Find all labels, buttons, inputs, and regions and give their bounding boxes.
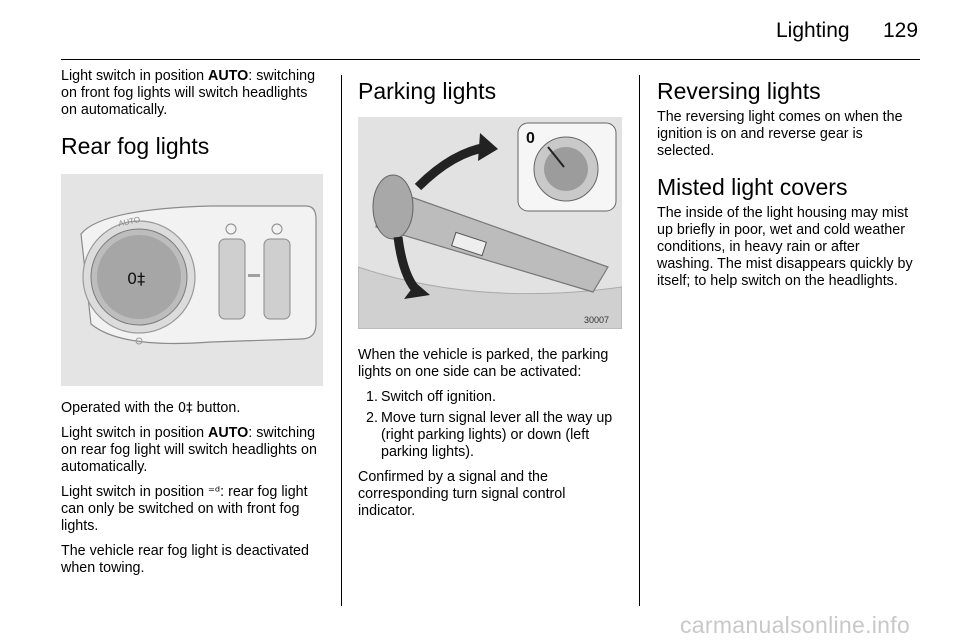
rear-fog-icon: 0‡	[177, 401, 193, 416]
watermark: carmanualsonline.info	[680, 612, 911, 638]
paragraph-operated: Operated with the 0‡ button.	[61, 400, 241, 416]
section-title: Lighting	[776, 19, 850, 42]
column-2	[358, 68, 621, 528]
inset-label: 0	[526, 130, 535, 147]
figure-code: 30007	[584, 315, 610, 325]
paragraph-reversing: The reversing light comes on when the ignition is on and reverse gear is selected.	[657, 109, 903, 159]
page-number: 129	[883, 19, 919, 42]
heading-rear-fog-lights: Rear fog lights	[61, 133, 210, 159]
column-1	[61, 68, 324, 585]
list-item: 1. Switch off ignition.	[366, 389, 496, 405]
figure-turn-signal-lever	[358, 117, 622, 329]
paragraph-misted: The inside of the light housing may mist up briefly in poor, wet and cold weather conditions, in heavy rain or after washing. The mist disappears quickly by itself; to help switch on the headlights.	[657, 205, 913, 289]
steps-list	[358, 389, 621, 461]
paragraph-towing: The vehicle rear fog light is deactivated when towing.	[61, 543, 309, 576]
page-header	[0, 0, 960, 60]
paragraph-parked: When the vehicle is parked, the parking lights on one side can be activated:	[358, 347, 609, 380]
auto-label: AUTO	[117, 214, 142, 229]
heading-reversing-lights: Reversing lights	[657, 78, 821, 104]
heading-misted-light-covers: Misted light covers	[657, 174, 848, 200]
list-item: 2. Move turn signal lever all the way up (right parking lights) or down (left parking lights).	[366, 410, 613, 460]
light-switch-illustration	[61, 174, 323, 386]
column-divider-1	[341, 75, 342, 606]
column-3	[657, 68, 920, 298]
heading-parking-lights: Parking lights	[358, 78, 497, 104]
intro-paragraph: Light switch in position AUTO: switching on front fog lights will switch headlights on automatically.	[61, 68, 316, 118]
figure-light-switch	[61, 174, 323, 386]
paragraph-low-beam: Light switch in position ⁼ᵈ: rear fog light can only be switched on with front fog lights.	[61, 484, 308, 534]
low-beam-icon: ⁼ᵈ	[208, 485, 221, 500]
paragraph-confirmed: Confirmed by a signal and the corresponding turn signal control indicator.	[358, 469, 566, 519]
paragraph-auto: Light switch in position AUTO: switching on rear fog light will switch headlights on automatically.	[61, 425, 317, 475]
column-divider-2	[639, 75, 640, 606]
lever-illustration	[358, 117, 622, 329]
header-rule	[61, 59, 920, 60]
fog-light-symbol: 0‡	[127, 269, 146, 288]
